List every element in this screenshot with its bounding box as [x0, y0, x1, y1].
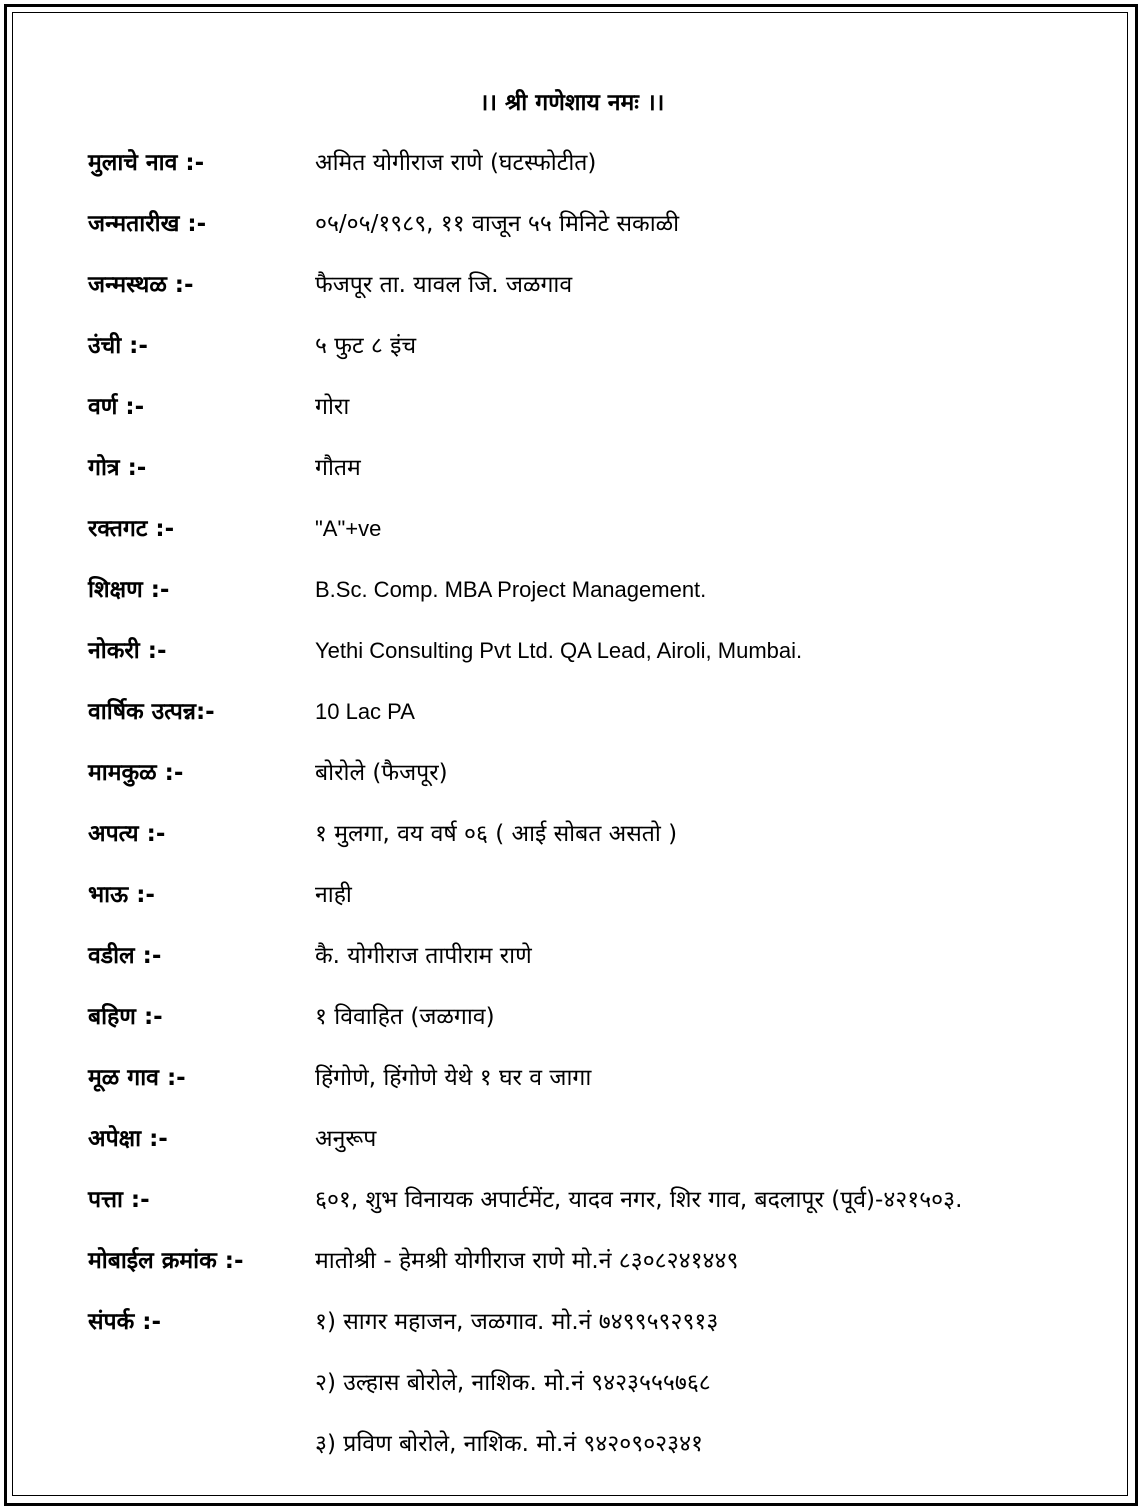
field-row-father [0, 936, 1144, 976]
field-row-education [0, 570, 1144, 610]
field-value: B.Sc. Comp. MBA Project Management. [315, 577, 707, 602]
field-value: नाही [315, 882, 352, 908]
field-row-contact-1 [0, 1302, 1144, 1342]
field-label: शिक्षण :- [88, 577, 170, 603]
field-value: कै. योगीराज तापीराम राणे [315, 943, 532, 969]
field-value: 10 Lac PA [315, 699, 415, 724]
field-value: १) सागर महाजन, जळगाव. मो.नं ७४९९५९२९१३ [315, 1309, 719, 1335]
field-row-birthdate [0, 204, 1144, 244]
field-label: मूळ गाव :- [88, 1065, 186, 1091]
field-label: जन्मस्थळ :- [88, 272, 194, 298]
field-row-job [0, 631, 1144, 671]
field-value: Yethi Consulting Pvt Ltd. QA Lead, Airoli, Mumbai. [315, 638, 803, 663]
field-value: गोरा [315, 394, 350, 420]
field-row-name [0, 143, 1144, 183]
field-value: ६०१, शुभ विनायक अपार्टमेंट, यादव नगर, शिर गाव, बदलापूर (पूर्व)-४२१५०३. [315, 1187, 963, 1213]
field-row-gotra [0, 448, 1144, 488]
field-label: मुलाचे नाव :- [88, 150, 205, 176]
field-row-complexion [0, 387, 1144, 427]
field-value: बोरोले (फैजपूर) [315, 760, 448, 786]
invocation-heading: ।। श्री गणेशाय नमः ।। [479, 90, 665, 116]
field-value: "A"+ve [315, 516, 382, 541]
field-label: अपेक्षा :- [88, 1126, 168, 1152]
field-row-sister [0, 997, 1144, 1037]
field-value: गौतम [315, 455, 361, 481]
field-row-brother [0, 875, 1144, 915]
field-label: नोकरी :- [88, 638, 167, 664]
field-row-birthplace [0, 265, 1144, 305]
field-value: अनुरूप [315, 1126, 377, 1152]
field-value: २) उल्हास बोरोले, नाशिक. मो.नं ९४२३५५५७६८ [315, 1370, 711, 1396]
field-label: मामकुळ :- [88, 760, 184, 786]
field-row-mobile [0, 1241, 1144, 1281]
field-row-maternal-family [0, 753, 1144, 793]
field-label: मोबाईल क्रमांक :- [88, 1248, 244, 1274]
field-value: अमित योगीराज राणे (घटस्फोटीत) [315, 150, 597, 176]
field-row-income [0, 692, 1144, 732]
field-row-blood-group [0, 509, 1144, 549]
field-row-contact-3 [0, 1424, 1144, 1464]
field-label: पत्ता :- [88, 1187, 150, 1213]
field-label: वार्षिक उत्पन्न:- [88, 699, 215, 725]
field-label: बहिण :- [88, 1004, 163, 1030]
field-label: भाऊ :- [88, 882, 155, 908]
field-row-height [0, 326, 1144, 366]
field-value: फैजपूर ता. यावल जि. जळगाव [315, 272, 573, 298]
field-value: ३) प्रविण बोरोले, नाशिक. मो.नं ९४२०९०२३४१ [315, 1431, 703, 1457]
field-label: वर्ण :- [88, 394, 145, 420]
field-value: ५ फुट ८ इंच [315, 333, 417, 359]
field-label: वडील :- [88, 943, 162, 969]
field-label: उंची :- [88, 333, 148, 359]
field-value: १ विवाहित (जळगाव) [315, 1004, 495, 1030]
field-label: संपर्क :- [88, 1309, 162, 1335]
field-row-address [0, 1180, 1144, 1220]
field-label: गोत्र :- [88, 455, 147, 481]
field-row-native-village [0, 1058, 1144, 1098]
field-value: मातोश्री - हेमश्री योगीराज राणे मो.नं ८३०८२४१४४९ [315, 1248, 739, 1274]
field-row-expectation [0, 1119, 1144, 1159]
field-value: ०५/०५/१९८९, ११ वाजून ५५ मिनिटे सकाळी [315, 211, 680, 237]
field-label: अपत्य :- [88, 821, 166, 847]
field-label: रक्तगट :- [88, 516, 175, 542]
field-value: १ मुलगा, वय वर्ष ०६ ( आई सोबत असतो ) [315, 821, 678, 847]
field-value: हिंगोणे, हिंगोणे येथे १ घर व जागा [315, 1065, 592, 1091]
field-label: जन्मतारीख :- [88, 211, 207, 237]
field-row-contact-2 [0, 1363, 1144, 1403]
field-row-children [0, 814, 1144, 854]
